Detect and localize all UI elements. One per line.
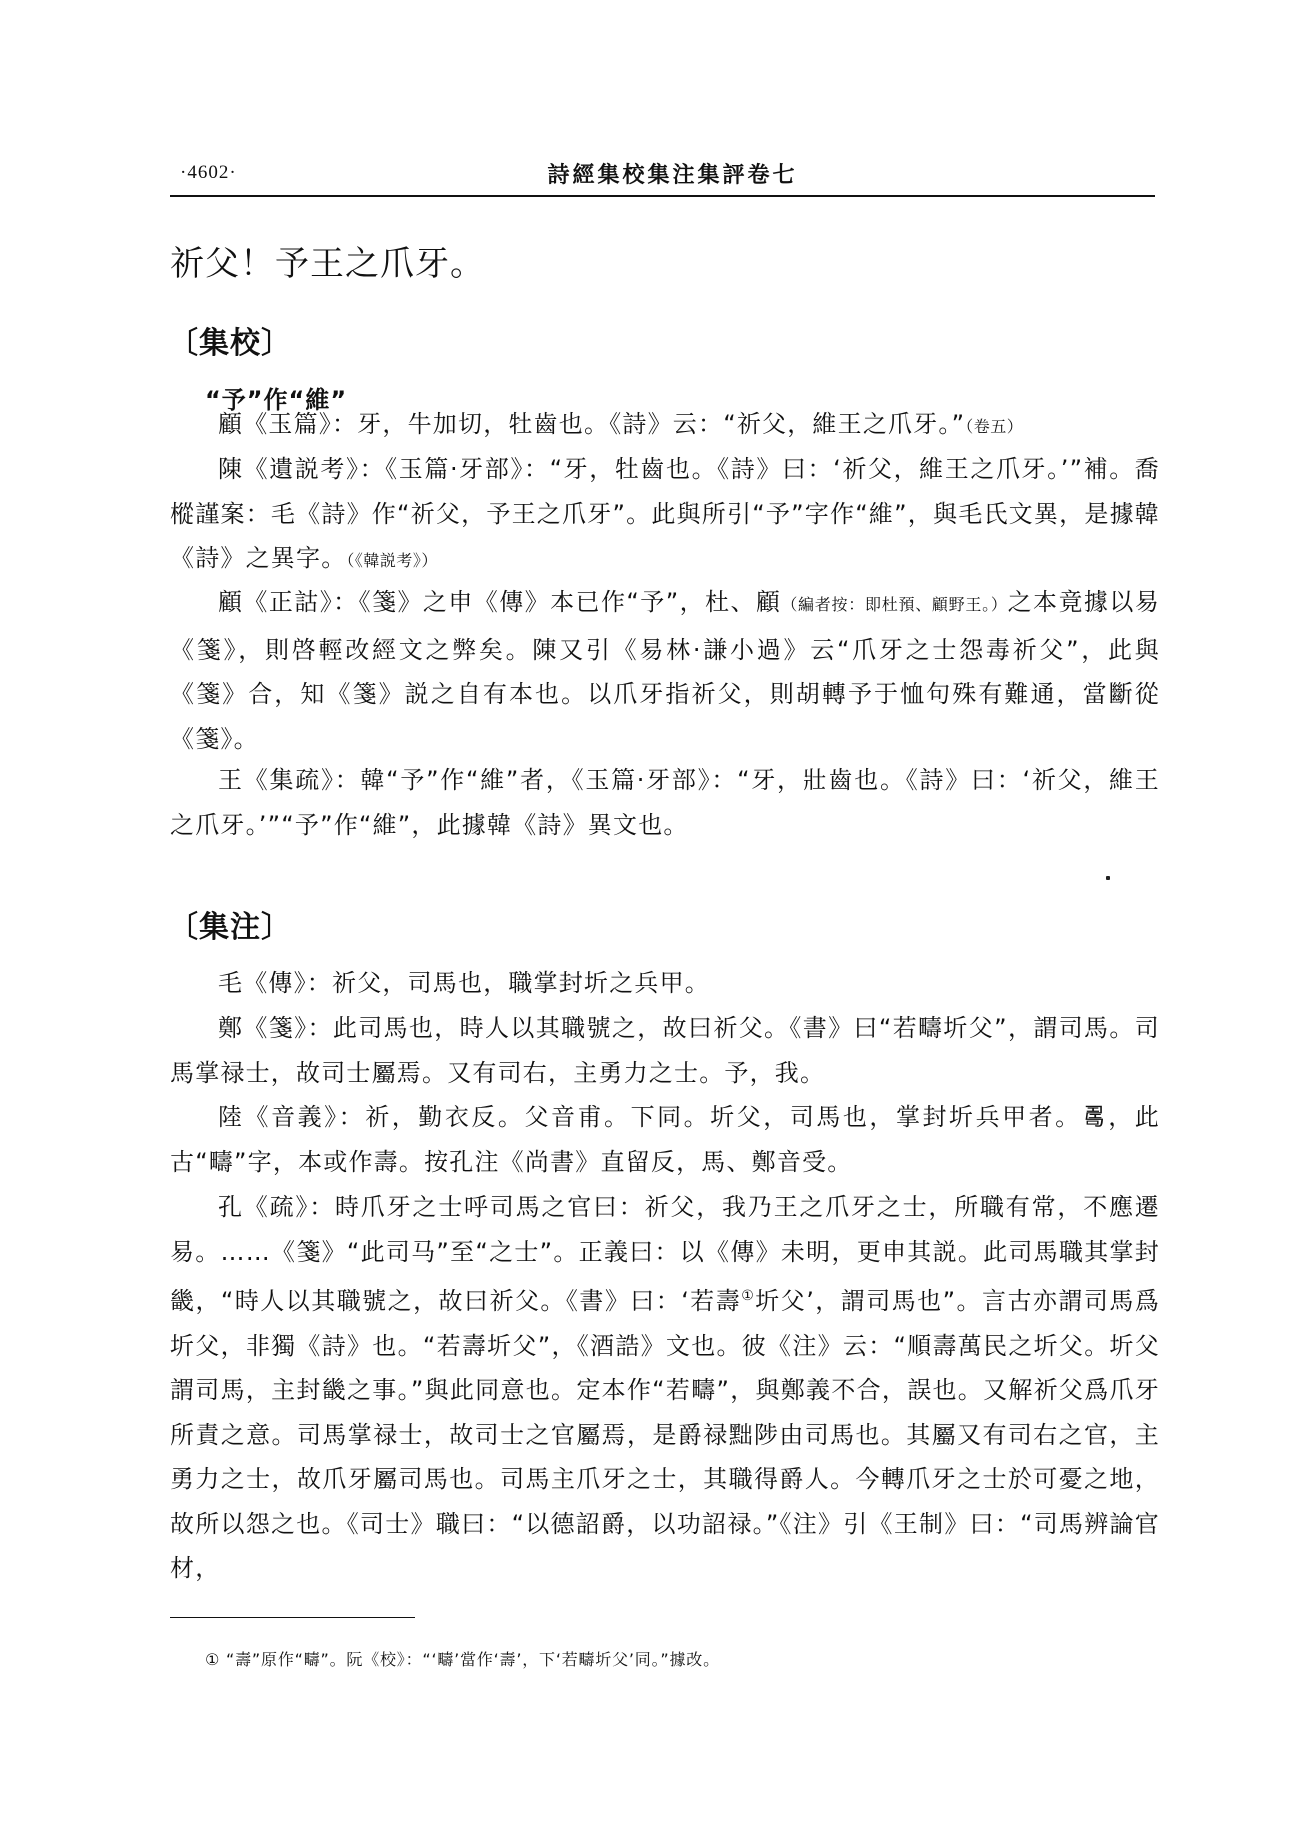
page-number: ·4602· xyxy=(180,162,237,183)
footnote-marker: ① xyxy=(205,1650,221,1669)
annotation-paragraph xyxy=(170,961,1160,1006)
footnote xyxy=(205,1647,720,1670)
paragraph-text: 顧《玉篇》：牙，牛加切，牡齒也。《詩》云：“祈父，維王之爪牙。” xyxy=(218,410,966,438)
paragraph-text: 鄭《箋》：此司馬也，時人以其職號之，故曰祈父。《書》曰“若疇圻父”，謂司馬。司馬掌禄士，故司士屬焉。又有司右，主勇力之士。予，我。 xyxy=(170,1014,1160,1087)
paragraph-text: 圻父’，謂司馬也”。言古亦謂司馬爲圻父，非獨《詩》也。“若壽圻父”，《酒誥》文也。彼《注》云：“順壽萬民之圻父。圻父謂司馬，主封畿之事。”與此同意也。定本作“若疇”，與鄭義不合，誤也。又解祈父爲爪牙所責之意。司馬掌禄士，故司士之官屬焉，是爵禄黜陟由司馬也。其屬又有司右之官，主勇力之士，故爪牙屬司馬也。司馬主爪牙之士，其職得爵人。今轉爪牙之士於可憂之地，故所以怨之也。《司士》職曰：“以德詔爵，以功詔禄。”《注》引《王制》曰：“司馬辨論官材， xyxy=(170,1287,1160,1582)
header-rule xyxy=(170,195,1155,197)
annotation-paragraph xyxy=(170,1006,1160,1095)
footnote-reference[interactable]: ① xyxy=(741,1288,756,1304)
footnote-text: “壽”原作“疇”。阮《校》：“‘疇’當作‘壽’，下‘若疇圻父’同。”據改。 xyxy=(226,1650,720,1669)
collation-paragraph xyxy=(170,758,1160,847)
collation-subheading: “予”作“維” xyxy=(205,386,348,414)
running-title: 詩經集校集注集評卷七 xyxy=(547,162,798,188)
footnote-rule xyxy=(170,1617,415,1618)
editor-note: （編者按：即杜預、顧野王。） xyxy=(781,595,1008,614)
paragraph-text: 王《集疏》：韓“予”作“維”者，《玉篇·牙部》：“牙，壯齒也。《詩》曰：‘祈父，維王之爪牙。’”“予”作“維”，此據韓《詩》異文也。 xyxy=(170,766,1160,839)
verse-title: 祈父！予王之爪牙。 xyxy=(170,244,485,284)
paragraph-text: 顧《正詁》：《箋》之申《傳》本已作“予”，杜、顧 xyxy=(218,588,782,616)
paragraph-text: 陳《遺説考》：《玉篇·牙部》：“牙，牡齒也。《詩》曰：‘祈父，維王之爪牙。’”補。喬樅謹案：毛《詩》作“祈父，予王之爪牙”。此與所引“予”字作“維”，與毛氏文異，是據韓《詩》之異字。 xyxy=(170,455,1160,572)
running-head xyxy=(170,156,1155,192)
source-note: （卷五） xyxy=(965,417,1024,436)
scan-speck xyxy=(1106,876,1110,880)
paragraph-text: 孔《疏》：時爪牙之士呼司馬之官曰：祈父，我乃王之爪牙之士，所職有常，不應遷易。……《箋》“此司马”至“之士”。正義曰：以《傳》未明，更申其説。此司馬職其掌封畿，“時人以其職號之，故曰祈父。《書》曰：‘若壽 xyxy=(170,1193,1160,1315)
paragraph-text: 毛《傳》：祈父，司馬也，職掌封圻之兵甲。 xyxy=(218,969,710,997)
paragraph-text: 陸《音義》：祈，勤衣反。父音甫。下同。圻父，司馬也，掌封圻兵甲者。𠷎，此古“疇”字，本或作壽。按孔注《尚書》直留反，馬、鄭音受。 xyxy=(170,1103,1160,1176)
collation-paragraph xyxy=(170,580,1160,761)
paragraph-text: 之本竟據以易《箋》，則啓輕改經文之弊矣。陳又引《易林·謙小過》云“爪牙之士怨毒祈父”，此與《箋》合，知《箋》説之自有本也。以爪牙指祈父，則胡轉予于恤句殊有難通，當斷從《箋》。 xyxy=(170,588,1160,753)
annotation-paragraph xyxy=(170,1095,1160,1184)
section-heading-jijiao: 〔集校〕 xyxy=(168,326,292,361)
source-note: （《韓説考》） xyxy=(346,551,438,570)
section-heading-jizhu: 〔集注〕 xyxy=(168,910,292,945)
annotation-paragraph xyxy=(170,1185,1160,1591)
collation-paragraph xyxy=(170,447,1160,584)
collation-paragraph xyxy=(170,402,1160,450)
